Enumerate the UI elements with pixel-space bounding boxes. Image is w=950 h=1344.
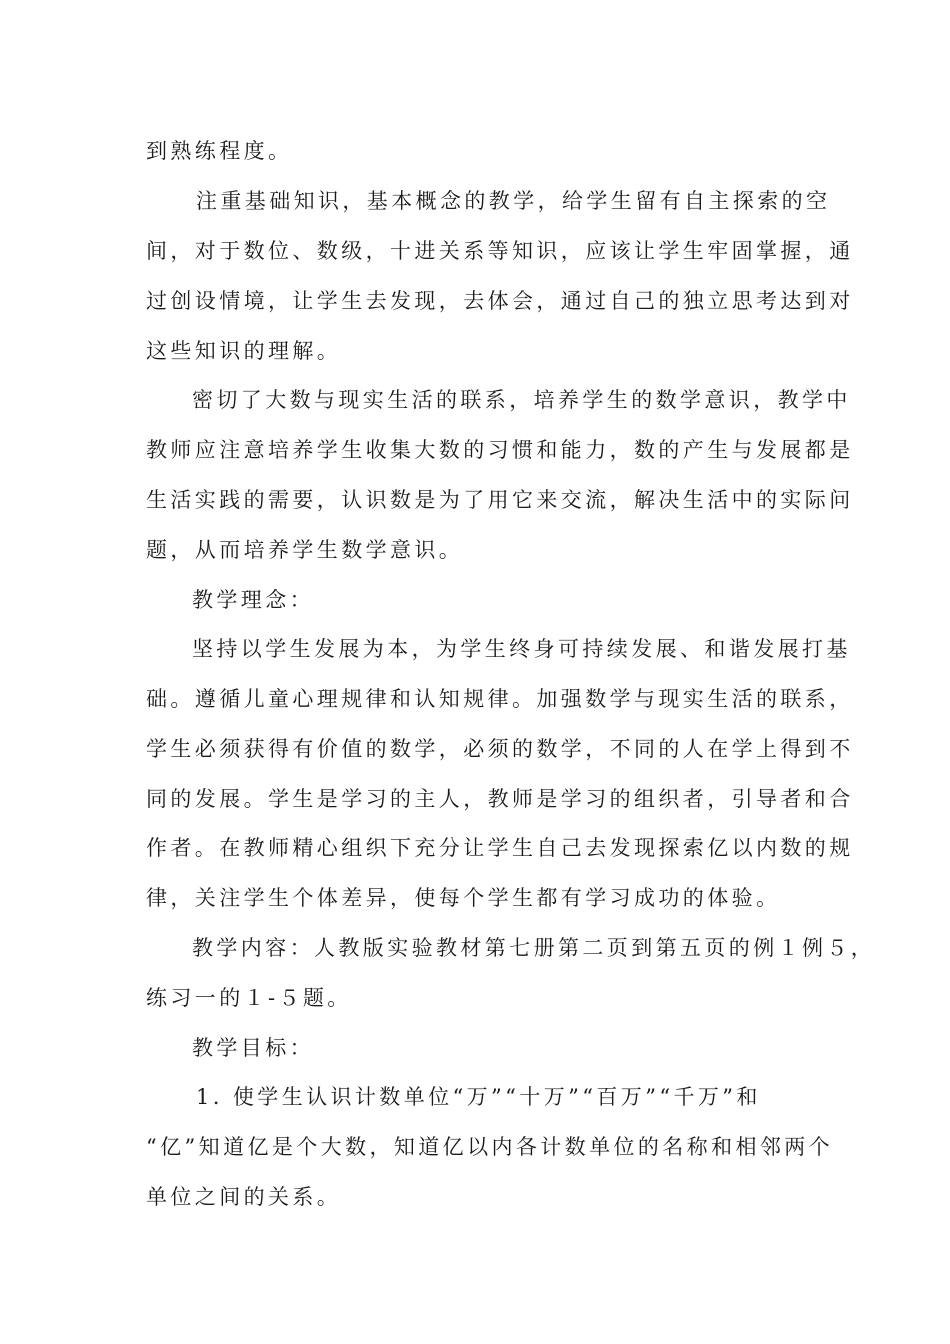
text-line: 作者。在教师精心组织下充分让学生自己去发现探索亿以内数的规: [146, 836, 854, 860]
text-line: 过创设情境，让学生去发现，去体会，通过自己的独立思考达到对: [146, 289, 854, 313]
text-line: 题，从而培养学生数学意识。: [146, 538, 464, 562]
text-line: 同的发展。学生是学习的主人，教师是学习的组织者，引导者和合: [146, 787, 854, 811]
text-line: 教学内容：人教版实验教材第七册第二页到第五页的例１例５，: [192, 936, 876, 960]
text-line: 律，关注学生个体差异，使每个学生都有学习成功的体验。: [146, 886, 781, 910]
section-heading: 教学目标：: [192, 1036, 314, 1060]
text-line: 间，对于数位、数级，十进关系等知识，应该让学生牢固掌握，通: [146, 239, 854, 263]
text-line: 学生必须获得有价值的数学，必须的数学，不同的人在学上得到不: [146, 737, 854, 761]
text-line: 生活实践的需要，认识数是为了用它来交流，解决生活中的实际问: [146, 488, 854, 512]
text-line: 单位之间的关系。: [146, 1185, 342, 1209]
text-line: 教师应注意培养学生收集大数的习惯和能力，数的产生与发展都是: [146, 438, 854, 462]
text-line: 密切了大数与现实生活的联系，培养学生的数学意识，教学中: [192, 388, 851, 412]
section-heading: 教学理念：: [192, 588, 314, 612]
text-line: 这些知识的理解。: [146, 339, 342, 363]
text-line: 到熟练程度。: [146, 139, 293, 163]
text-line: 注重基础知识，基本概念的教学，给学生留有自主探索的空: [196, 189, 831, 213]
text-line: “亿”知道亿是个大数，知道亿以内各计数单位的名称和相邻两个: [146, 1135, 834, 1159]
text-line: 坚持以学生发展为本，为学生终身可持续发展、和谐发展打基: [192, 637, 851, 661]
text-line: 练习一的１-５题。: [146, 986, 352, 1010]
list-item-text: 1. 使学生认识计数单位“万”“十万”“百万”“千万”和: [196, 1085, 761, 1109]
text-line: 础。遵循儿童心理规律和认知规律。加强数学与现实生活的联系，: [146, 687, 854, 711]
